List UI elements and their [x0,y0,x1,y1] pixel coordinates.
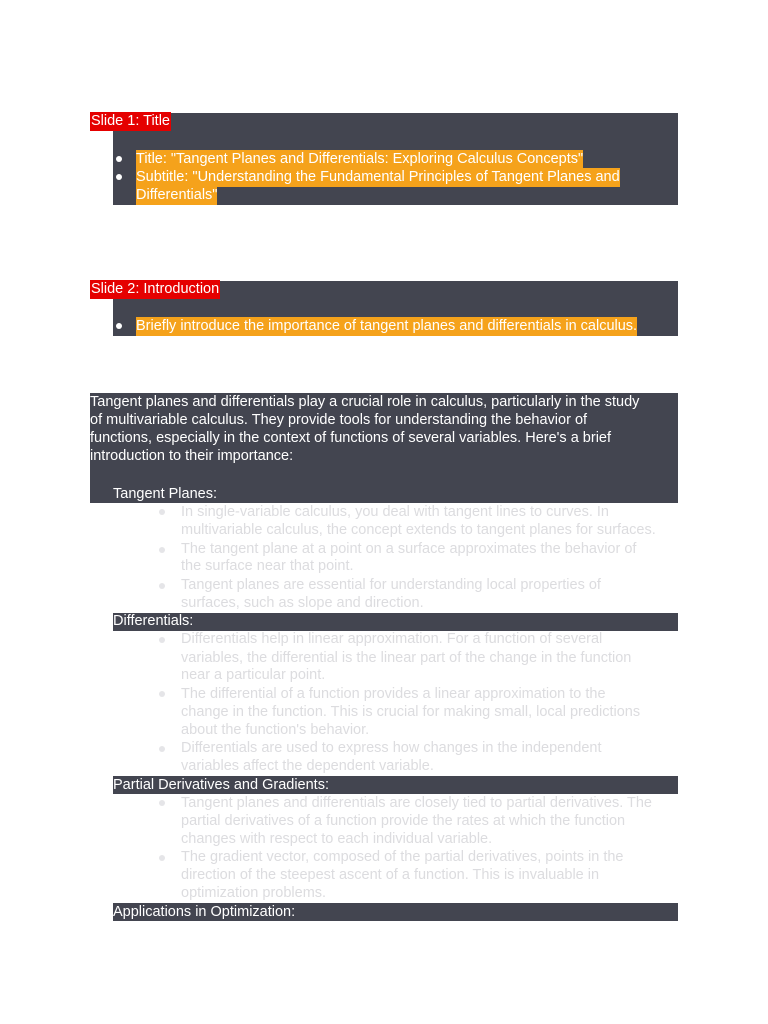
list-item-line: near a particular point. [181,667,326,683]
list-item-line: Tangent planes and differentials are closely tied to partial derivatives. The [181,795,652,811]
bullet-dot [159,547,165,553]
intro-line-3: functions, especially in the context of functions of several variables. Here's a brief [90,430,612,446]
list-item-line: the surface near that point. [181,558,354,574]
slide1-heading: Slide 1: Title [91,113,170,129]
slide1-bullet-2-cont: Differentials" [136,187,218,203]
list-item-line: The differential of a function provides a linear approximation to the [181,686,606,702]
section-bar-differentials [113,613,678,631]
list-item-line: variables affect the dependent variable. [181,758,434,774]
list-item-line: changes with respect to each individual variable. [181,831,493,847]
bullet-dot [159,746,165,752]
intro-line-2: of multivariable calculus. They provide tools for understanding the behavior of [90,412,588,428]
slide2-heading: Slide 2: Introduction [91,281,220,297]
list-item-line: Tangent planes are essential for understanding local properties of [181,577,601,593]
list-item-line: direction of the steepest ascent of a function. This is invaluable in [181,867,600,883]
slide2-bullet-1: Briefly introduce the importance of tangent planes and differentials in calculus. [136,318,638,334]
list-item-line: Differentials help in linear approximation. For a function of several [181,631,603,647]
section-title-differentials: Differentials: [113,613,194,629]
list-item-line: Differentials are used to express how changes in the independent [181,740,602,756]
section-title-applications: Applications in Optimization: [113,904,296,920]
intro-line-4: introduction to their importance: [90,448,294,464]
intro-line-1: Tangent planes and differentials play a crucial role in calculus, particularly in the study [90,394,640,410]
list-item-line: multivariable calculus, the concept extends to tangent planes for surfaces. [181,522,656,538]
list-item-line: about the function's behavior. [181,722,370,738]
bullet-dot [159,637,165,643]
bullet-dot [159,583,165,589]
list-item-line: surfaces, such as slope and direction. [181,595,424,611]
list-item-line: The tangent plane at a point on a surface approximates the behavior of [181,541,637,557]
slide1-bullet-dot-1 [116,156,122,162]
bullet-dot [159,855,165,861]
list-item-line: optimization problems. [181,885,327,901]
slide1-bullet-dot-2 [116,174,122,180]
list-item-line: The gradient vector, composed of the partial derivatives, points in the [181,849,624,865]
list-item-line: variables, the differential is the linear part of the change in the function [181,650,632,666]
bullet-dot [159,800,165,806]
section-title-tangent-planes: Tangent Planes: [113,486,217,502]
slide1-bullet-1: Title: "Tangent Planes and Differentials: Exploring Calculus Concepts" [136,151,584,167]
list-item-line: In single-variable calculus, you deal with tangent lines to curves. In [181,504,609,520]
bullet-dot [159,509,165,515]
list-item-line: partial derivatives of a function provide the rates at which the function [181,813,626,829]
slide2-bullet-dot-1 [116,323,122,329]
section-title-partial-derivatives: Partial Derivatives and Gradients: [113,777,329,793]
slide1-bullet-2: Subtitle: "Understanding the Fundamental Principles of Tangent Planes and [136,169,620,185]
bullet-dot [159,691,165,697]
list-item-line: change in the function. This is crucial for making small, local predictions [181,704,641,720]
